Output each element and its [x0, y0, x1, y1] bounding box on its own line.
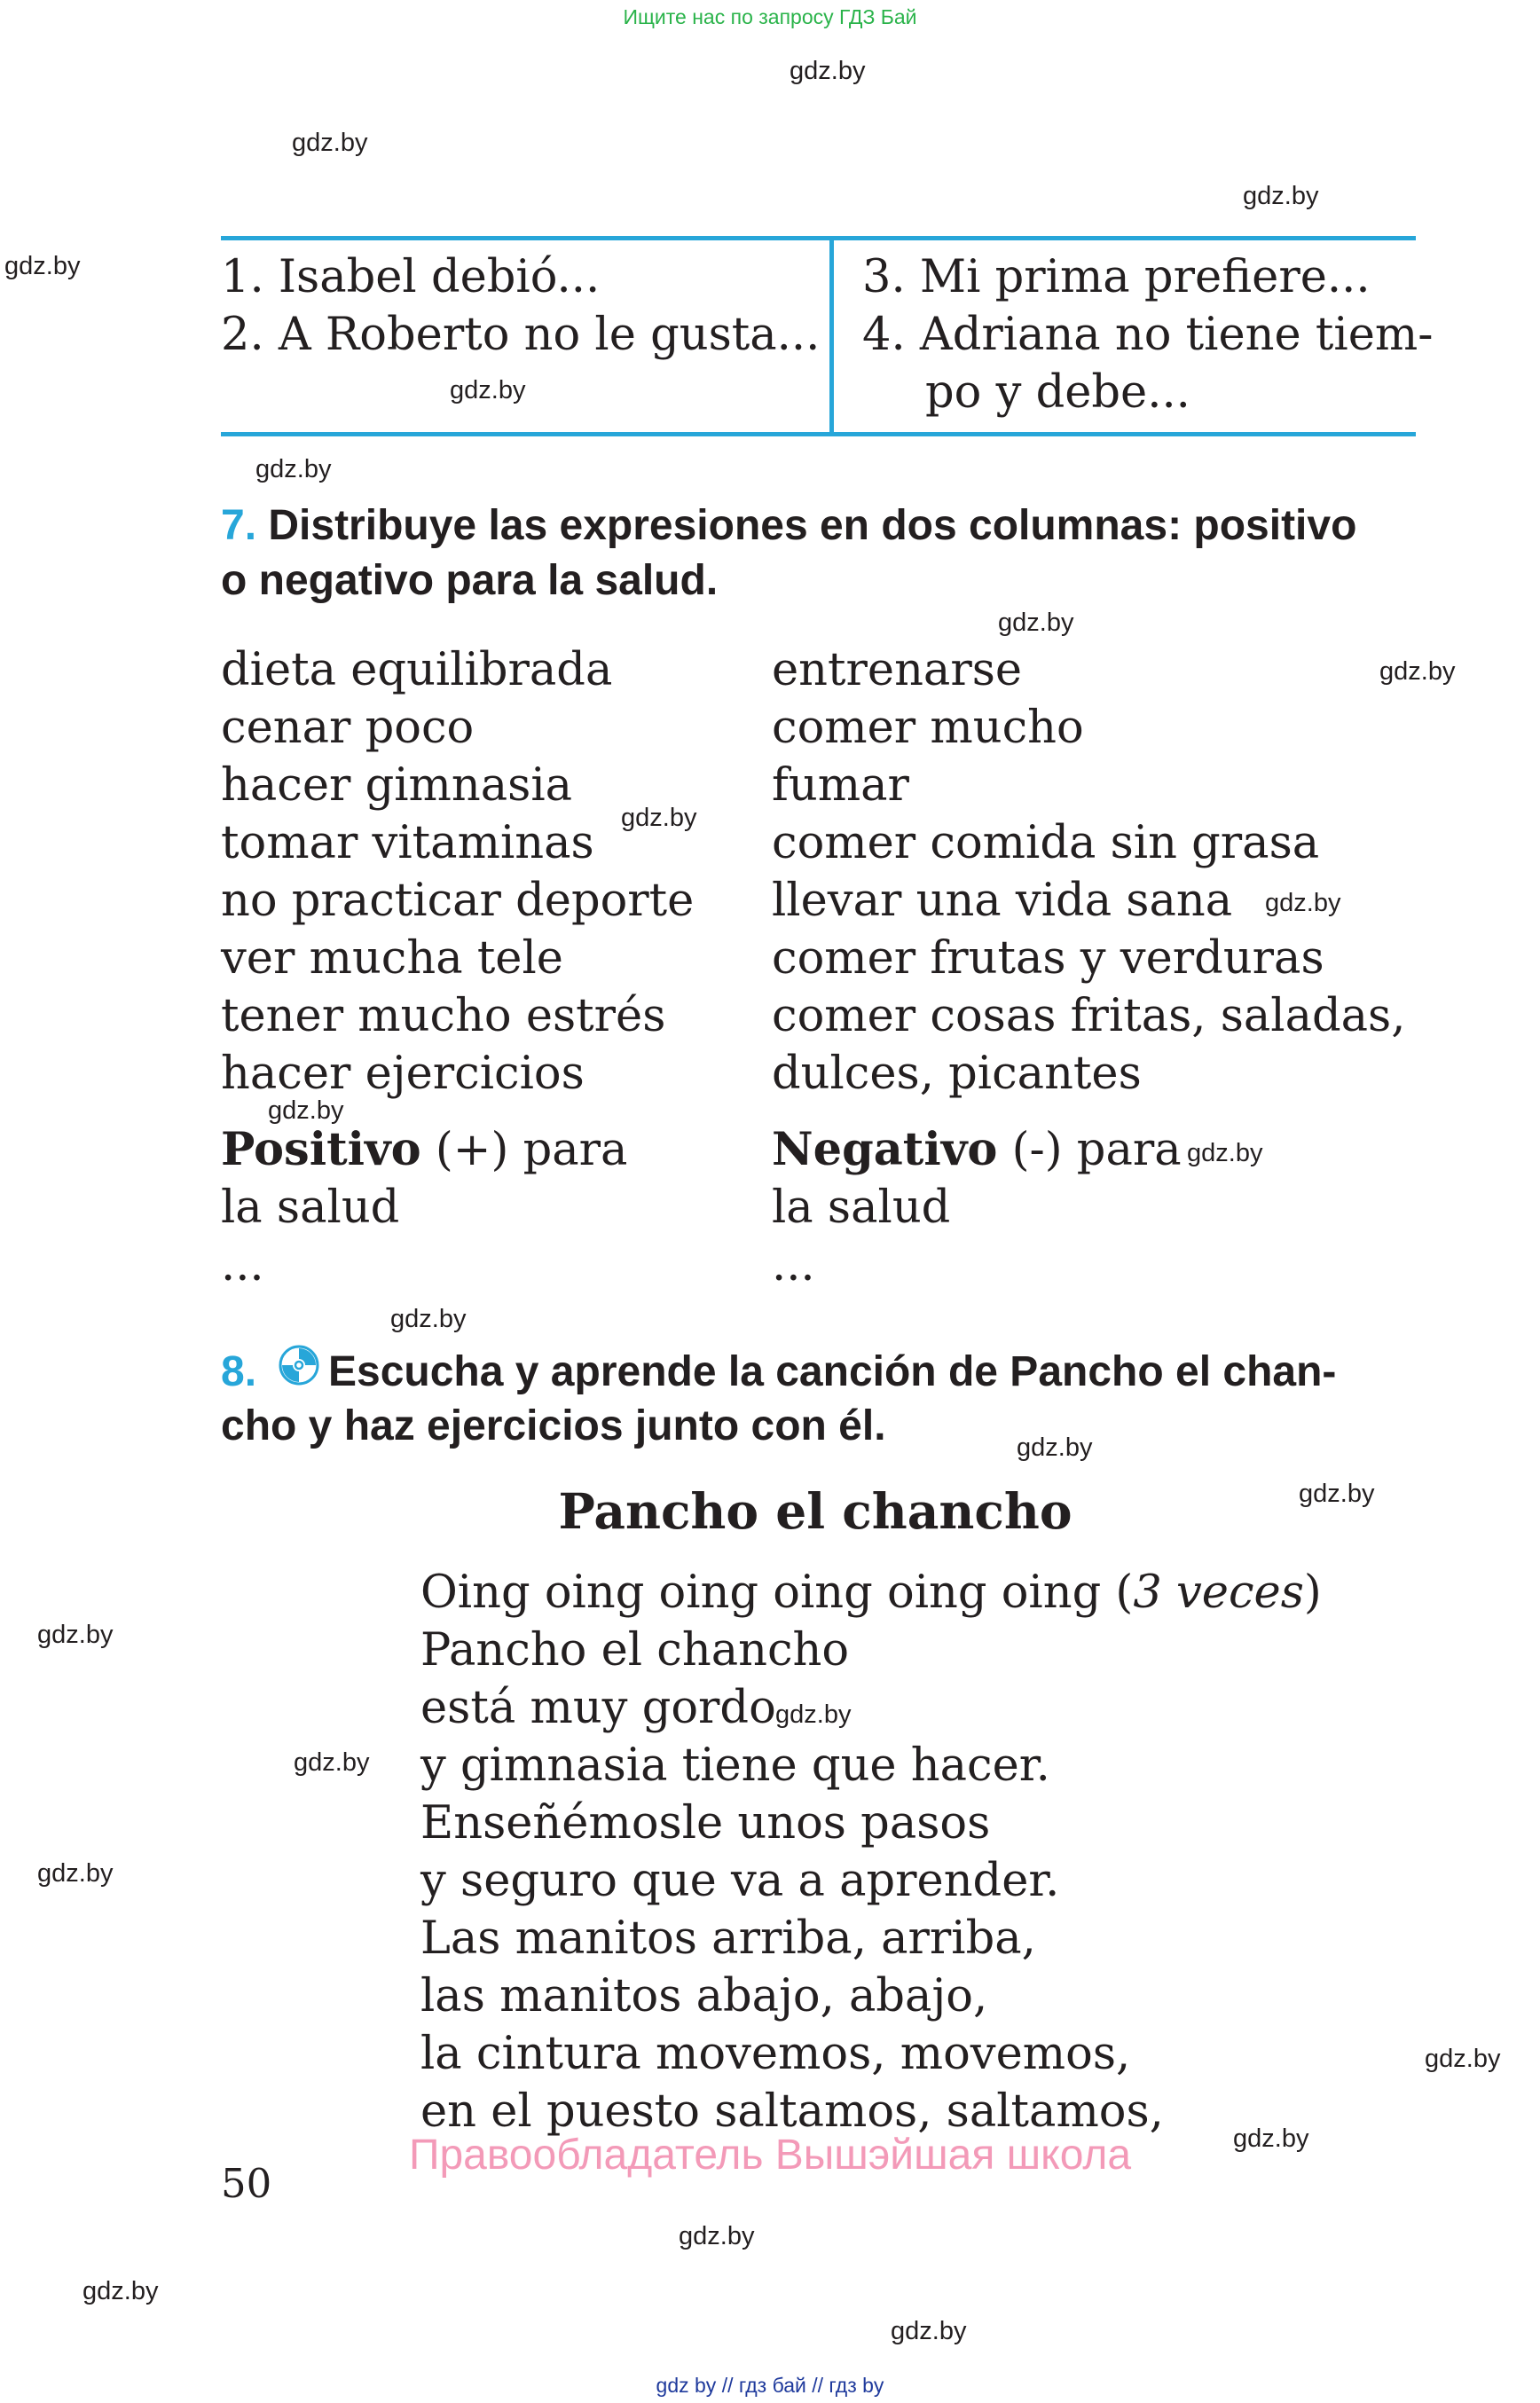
page-number: 50	[221, 2160, 272, 2207]
watermark: gdz.by	[294, 1748, 370, 1777]
song-line: Las manitos arriba, arriba,	[420, 1912, 1036, 1965]
song-line: está muy gordo	[420, 1682, 776, 1734]
positive-label-rest: (+) para	[420, 1124, 628, 1176]
exercise-8-instruction: Escucha y aprende la canción de Pancho el chan-	[328, 1348, 1337, 1395]
expression: hacer gimnasia	[221, 759, 573, 812]
positive-column-header	[221, 1121, 627, 1294]
watermark: gdz.by	[998, 609, 1074, 637]
song-lyrics	[420, 1564, 1322, 2140]
watermark: gdz.by	[255, 455, 332, 483]
expressions-left-column	[221, 641, 697, 1103]
watermark: gdz.by	[37, 1621, 114, 1649]
watermark: gdz.by	[679, 2222, 755, 2250]
exercise-number: 7.	[221, 502, 257, 549]
sentence-starter-4: 4. Adriana no tiene tiem-	[862, 309, 1434, 361]
watermark: gdz.by	[1265, 889, 1341, 917]
expression: comer comida sin grasa	[772, 817, 1320, 869]
song-line: en el puesto saltamos, saltamos,	[420, 2085, 1164, 2138]
table-top-rule	[221, 236, 1416, 240]
song-line: Pancho el chancho	[420, 1624, 850, 1677]
song-line: las manitos abajo, abajo,	[420, 1970, 988, 2022]
watermark: gdz.by	[1379, 657, 1456, 686]
exercise-7-instruction	[221, 501, 1356, 550]
watermark: gdz.by	[621, 804, 697, 832]
sentence-starter-2: 2. A Roberto no le gusta...	[221, 309, 821, 361]
watermark: gdz.by	[1187, 1139, 1263, 1167]
watermark: gdz.by	[82, 2277, 159, 2305]
expression: dieta equilibrada	[221, 644, 613, 696]
expression: tener mucho estrés	[221, 990, 666, 1042]
watermark: gdz.by	[4, 252, 81, 280]
negative-label-line-2: la salud	[772, 1182, 951, 1234]
positive-ellipsis: ...	[221, 1239, 264, 1292]
negative-column-header	[772, 1121, 1182, 1294]
copyright-notice: Правообладатель Вышэйшая школа	[408, 2132, 1132, 2179]
search-banner[interactable]: Ищите нас по запросу ГДЗ Бай	[623, 5, 917, 28]
watermark: gdz.by	[292, 129, 368, 157]
instruction-text: Distribuye las expresiones en dos columnas: positivo	[268, 502, 1357, 549]
watermark: gdz.by	[1425, 2045, 1501, 2073]
sentence-starter-4-continued: po y debe...	[925, 366, 1190, 419]
expression: comer mucho	[772, 702, 1084, 754]
expression: hacer ejercicios	[221, 1048, 585, 1100]
song-line-text: Oing oing oing oing oing oing (	[420, 1567, 1134, 1619]
song-line: Enseñémosle unos pasos	[420, 1797, 991, 1849]
watermark: gdz.by	[1017, 1433, 1093, 1462]
watermark: gdz.by	[37, 1859, 114, 1888]
watermark: gdz.by	[390, 1305, 467, 1333]
watermark: gdz.by	[450, 376, 526, 404]
watermark: gdz.by	[1233, 2124, 1309, 2153]
sentence-starter-1: 1. Isabel debió...	[221, 251, 601, 303]
song-line: y gimnasia tiene que hacer.	[420, 1739, 1050, 1792]
positive-label-line-2: la salud	[221, 1182, 400, 1234]
song-title: Pancho el chancho	[558, 1482, 1072, 1540]
song-line: la cintura movemos, movemos,	[420, 2028, 1131, 2080]
expression: no practicar deporte	[221, 875, 695, 927]
expressions-right-column	[772, 641, 1405, 1103]
expression: cenar poco	[221, 702, 475, 754]
song-line: y seguro que va a aprender.	[420, 1855, 1060, 1907]
expression: ver mucha tele	[221, 932, 563, 985]
expression: entrenarse	[772, 644, 1023, 696]
expression: fumar	[772, 759, 909, 812]
expression: tomar vitaminas	[221, 817, 594, 869]
exercise-8-number: 8.	[221, 1348, 257, 1395]
negative-ellipsis: ...	[772, 1239, 815, 1292]
expression: comer cosas fritas, saladas,	[772, 990, 1406, 1042]
watermark: gdz.by	[1243, 182, 1319, 210]
table-column-divider	[829, 236, 834, 436]
sentence-starter-3: 3. Mi prima prefiere...	[862, 251, 1371, 303]
watermark: gdz.by	[775, 1700, 852, 1729]
watermark: gdz.by	[1299, 1480, 1375, 1508]
positive-label: Positivo	[221, 1123, 421, 1176]
expression: dulces, picantes	[772, 1048, 1142, 1100]
exercise-8-instruction-line-2: cho y haz ejercicios junto con él.	[221, 1402, 886, 1449]
song-repeat-note: 3 veces	[1133, 1567, 1304, 1619]
song-line-end: )	[1303, 1567, 1322, 1619]
watermark: gdz.by	[891, 2317, 967, 2345]
table-bottom-rule	[221, 432, 1416, 436]
negative-label: Negativo	[772, 1123, 998, 1176]
watermark: gdz.by	[790, 57, 866, 85]
expression: llevar una vida sana	[772, 875, 1233, 927]
expression: comer frutas y verduras	[772, 932, 1324, 985]
footer-links[interactable]: gdz by // гдз бай // гдз by	[656, 2374, 884, 2397]
song-line	[420, 1564, 1322, 1622]
cd-icon	[278, 1344, 320, 1386]
negative-label-rest: (-) para	[997, 1124, 1182, 1176]
watermark: gdz.by	[268, 1096, 344, 1125]
exercise-7-instruction-line-2: o negativo para la salud.	[221, 557, 719, 604]
